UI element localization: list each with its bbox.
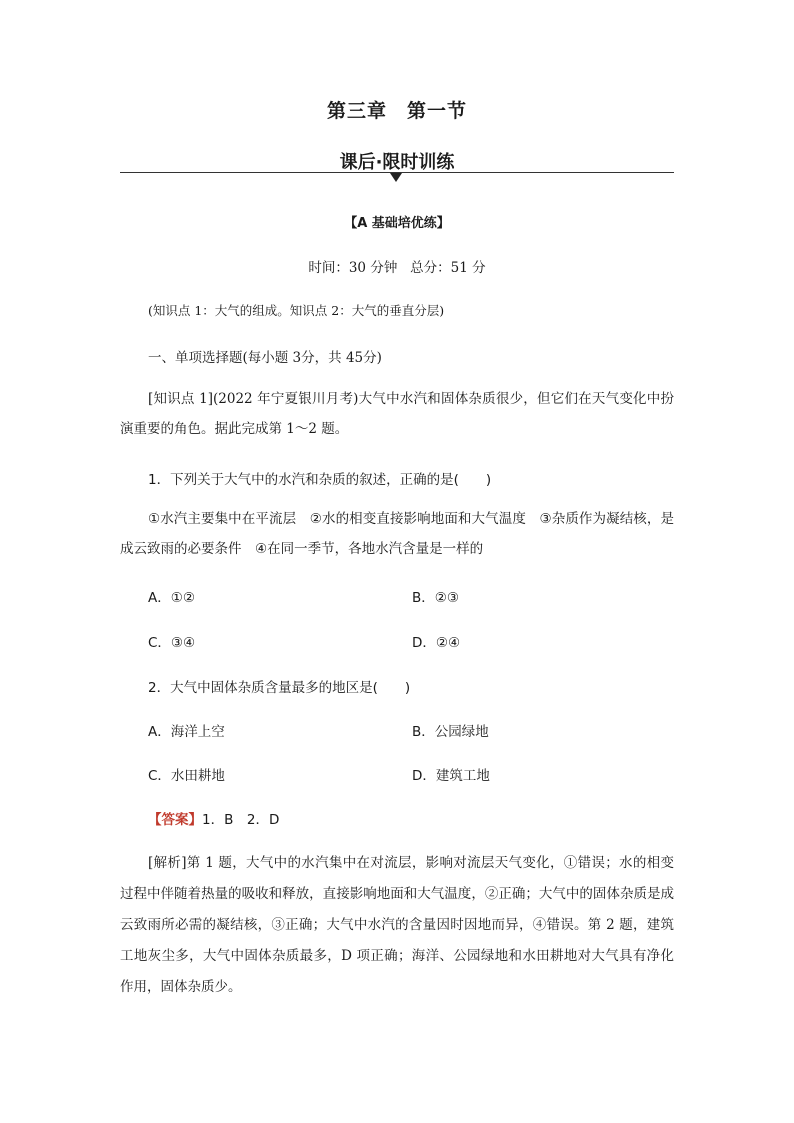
analysis-paragraph: [解析]第 1 题，大气中的水汽集中在对流层，影响对流层天气变化，①错误；水的相变过程中伴随着热量的吸收和释放，直接影响地面和大气温度，②正确；大气中的固体杂质是成云致雨所必需的凝结核，③正确；大气中水汽的含量因时因地而异，④错误。第 2 题，建筑工地灰尘多，大气中固体杂质最多，D 项正确；海洋、公园绿地和水田耕地对大气具有净化作用，固体杂质少。 [120,855,674,995]
knowledge-note: (知识点 1：大气的组成。知识点 2：大气的垂直分层) [148,303,445,318]
time-score-info: 时间：30 分钟 总分：51 分 [308,260,486,276]
answer-text: 1．B 2．D [202,812,280,828]
q1-option-c[interactable]: C．③④ [148,635,196,651]
q2-option-b[interactable]: B．公园绿地 [412,724,489,740]
question-stem: [知识点 1](2022 年宁夏银川月考)大气中水汽和固体杂质很少，但它们在天气变化中扮演重要的角色。据此完成第 1～2 题。 [120,391,674,437]
answer-tag: 【答案】 [148,812,202,828]
q1-option-b[interactable]: B．②③ [412,590,459,606]
q1-option-d[interactable]: D．②④ [412,635,461,651]
answer-line [148,808,279,828]
q2-option-d[interactable]: D．建筑工地 [412,768,490,784]
section-label: 【A 基础培优练】 [344,216,450,231]
chapter-title: 第三章 第一节 [326,100,467,122]
exercise-subtitle: 课后·限时训练 [339,152,455,173]
q2-option-c[interactable]: C．水田耕地 [148,768,225,784]
q1-option-a[interactable]: A．①② [148,590,195,606]
question-1: 1．下列关于大气中的水汽和杂质的叙述，正确的是( ) [148,472,492,488]
part-heading: 一、单项选择题(每小题 3分，共 45分) [148,350,382,366]
question-2: 2．大气中固体杂质含量最多的地区是( ) [148,680,411,696]
question-1-statements: ①水汽主要集中在平流层 ②水的相变直接影响地面和大气温度 ③杂质作为凝结核，是成云致雨的必要条件 ④在同一季节，各地水汽含量是一样的 [120,511,674,557]
q2-option-a[interactable]: A．海洋上空 [148,724,225,740]
triangle-marker-icon [390,173,402,182]
